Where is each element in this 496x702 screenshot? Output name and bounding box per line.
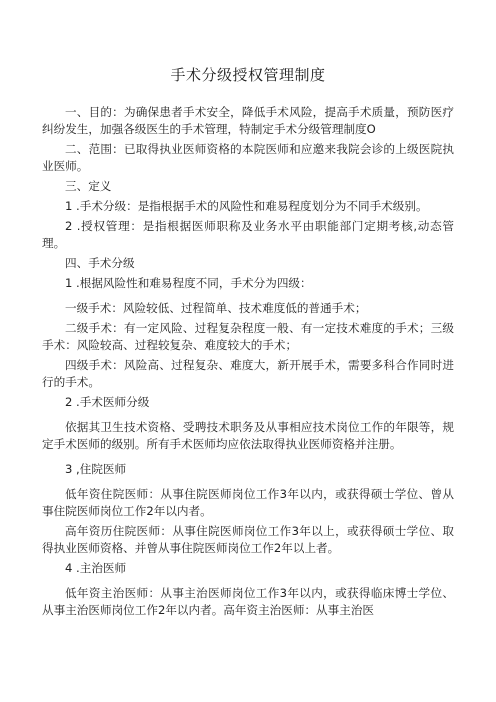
- paragraph-p5: 2 .授权管理：是指根据医师职称及业务水平由职能部门定期考核,动态管理。: [42, 219, 454, 250]
- document-title: 手术分级授权管理制度: [170, 66, 326, 84]
- paragraph-p10: 四级手术：风险高、过程复杂、难度大，新开展手术，需要多科合作同时进行的手术。: [42, 358, 454, 389]
- paragraph-p14: 低年资住院医师：从事住院医师岗位工作3年以内，或获得硕士学位、曾从事住院医师岗位工作2年以内者。: [42, 487, 454, 518]
- paragraph-p17: 低年资主治医师：从事主治医师岗位工作3年以内，或获得临床博士学位、从事主治医师岗位工作2年以内者。高年资主治医师：从事主治医: [42, 586, 454, 617]
- paragraph-p13: 3 ,住院医师: [65, 462, 127, 476]
- document-body: [42, 104, 454, 622]
- paragraph-p6: 四、手术分级: [65, 256, 135, 270]
- paragraph-p15: 高年资历住院医师：从事住院医师岗位工作3年以上，或获得硕士学位、取得执业医师资格、并曾从事住院医师岗位工作2年以上者。: [42, 524, 454, 555]
- paragraph-p1: 一、目的：为确保患者手术安全，降低手术风险，提高手术质量，预防医疗纠纷发生，加强各级医生的手术管理，特制定手术分级管理制度O: [42, 105, 454, 136]
- paragraph-p3: 三、定义: [65, 179, 112, 193]
- paragraph-p4: 1 .手术分级：是指根据手术的风险性和难易程度划分为不同手术级别。: [65, 199, 428, 213]
- paragraph-p12: 依据其卫生技术资格、受聘技术职务及从事相应技术岗位工作的年限等，规定手术医师的级别。所有手术医师均应依法取得执业医师资格并注册。: [42, 420, 454, 451]
- paragraph-p16: 4 .主治医师: [65, 561, 127, 575]
- paragraph-p9: 二级手术：有一定风险、过程复杂程度一般、有一定技术难度的手术；三级手术：风险较高、过程较复杂、难度较大的手术；: [42, 321, 454, 352]
- paragraph-p8: 一级手术：风险较低、过程简单、技术难度低的普通手术；: [65, 301, 367, 315]
- paragraph-p11: 2 .手术医师分级: [65, 395, 150, 409]
- paragraph-p2: 二、范围：已取得执业医师资格的本院医师和应邀来我院会诊的上级医院执业医师。: [42, 142, 454, 173]
- paragraph-p7: 1 .根据风险性和难易程度不同，手术分为四级：: [65, 276, 312, 290]
